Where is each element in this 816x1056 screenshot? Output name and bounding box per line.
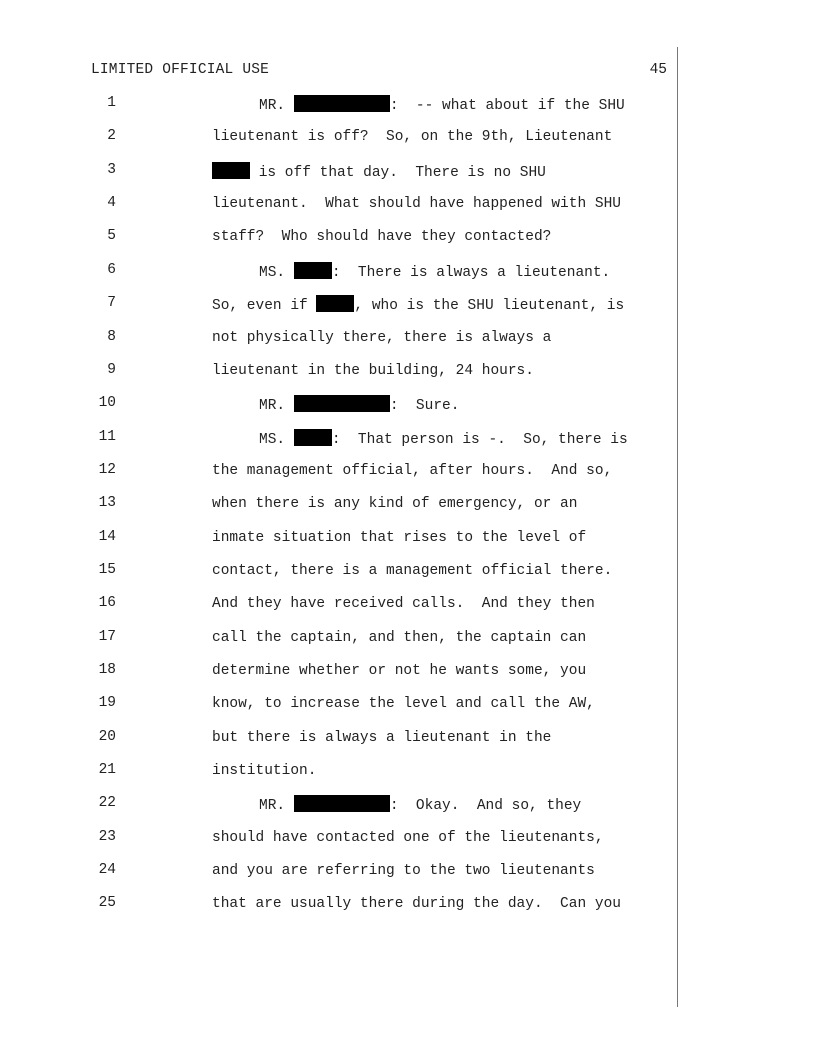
line-number: 21 <box>98 762 116 778</box>
line-text <box>212 228 551 246</box>
redaction-block <box>294 795 390 812</box>
transcript-line <box>0 429 680 451</box>
transcript-line <box>0 895 680 917</box>
line-number: 16 <box>98 595 116 612</box>
line-number: 17 <box>98 628 116 645</box>
line-number: 19 <box>98 695 116 712</box>
line-text <box>259 262 610 282</box>
line-number: 22 <box>98 795 116 812</box>
text-segment: MS. <box>259 264 294 281</box>
text-segment: MS. <box>259 431 294 448</box>
line-text <box>259 795 581 815</box>
text-segment: know, to increase the level and call the AW, <box>212 696 595 713</box>
redaction-block <box>294 429 332 446</box>
line-text <box>212 595 595 613</box>
page-number: 45 <box>649 62 667 78</box>
line-number: 14 <box>98 528 116 545</box>
line-number: 25 <box>98 895 116 912</box>
text-segment: the management official, after hours. And so, <box>212 462 613 479</box>
line-text <box>259 395 459 415</box>
text-segment: inmate situation that rises to the level of <box>212 529 587 546</box>
text-segment: : -- what about if the SHU <box>389 98 625 114</box>
line-number: 13 <box>98 495 116 512</box>
text-segment: MR. <box>259 398 294 415</box>
text-segment: that are usually there during the day. Can you <box>212 896 621 913</box>
transcript-line <box>0 595 680 617</box>
line-number: 7 <box>107 295 116 312</box>
transcript-line <box>0 162 680 184</box>
redaction-block <box>294 262 332 279</box>
line-number: 18 <box>98 662 116 678</box>
line-text <box>212 529 586 547</box>
text-segment: and you are referring to the two lieutenants <box>212 863 595 880</box>
transcript-line <box>0 862 680 884</box>
line-text <box>212 829 604 847</box>
line-text <box>212 362 534 380</box>
line-number: 20 <box>98 728 116 745</box>
redaction-block <box>316 295 354 312</box>
redaction-block <box>294 95 390 112</box>
text-segment: MR. <box>259 798 294 815</box>
text-segment: should have contacted one of the lieutenants, <box>212 829 604 846</box>
line-number: 15 <box>98 561 116 578</box>
transcript-line <box>0 462 680 484</box>
line-text <box>259 429 628 449</box>
transcript-line <box>0 395 680 417</box>
line-text <box>212 862 595 880</box>
transcript-line <box>0 562 680 584</box>
transcript-line <box>0 95 680 117</box>
line-text <box>212 462 612 480</box>
text-segment: : There is always a lieutenant. <box>331 264 611 281</box>
transcript-line <box>0 695 680 717</box>
line-text <box>212 162 546 182</box>
text-segment: determine whether or not he wants some, you <box>212 663 587 679</box>
line-number: 9 <box>107 361 116 378</box>
text-segment: And they have received calls. And they then <box>212 596 595 613</box>
text-segment: So, even if <box>212 298 317 315</box>
transcript-line <box>0 495 680 517</box>
line-text <box>212 195 621 213</box>
transcript-line <box>0 228 680 250</box>
transcript-line <box>0 829 680 851</box>
line-text <box>212 762 316 780</box>
redaction-block <box>212 162 250 179</box>
line-text <box>212 729 551 747</box>
line-number: 5 <box>107 228 116 245</box>
line-text <box>212 562 612 580</box>
transcript-line <box>0 295 680 317</box>
text-segment: institution. <box>212 763 317 779</box>
line-number: 3 <box>107 161 116 178</box>
line-number: 23 <box>98 828 116 845</box>
text-segment: lieutenant is off? So, on the 9th, Lieutenant <box>212 129 613 146</box>
line-text <box>212 295 624 315</box>
line-text <box>212 329 551 347</box>
text-segment: but there is always a lieutenant in the <box>212 729 552 746</box>
line-text <box>212 128 612 146</box>
line-number: 6 <box>107 261 116 278</box>
redaction-block <box>294 395 390 412</box>
line-text <box>212 495 577 513</box>
transcript-line <box>0 762 680 784</box>
line-number: 24 <box>98 862 116 879</box>
line-number: 4 <box>107 195 116 212</box>
line-text <box>212 695 595 713</box>
text-segment: MR. <box>259 98 294 114</box>
transcript-line <box>0 362 680 384</box>
line-number: 12 <box>98 461 116 478</box>
text-segment: call the captain, and then, the captain can <box>212 629 587 646</box>
line-number: 2 <box>107 128 116 145</box>
line-number: 1 <box>107 95 116 111</box>
transcript-line <box>0 629 680 651</box>
line-text <box>212 629 586 647</box>
transcript-line <box>0 128 680 150</box>
transcript-line <box>0 195 680 217</box>
transcript-line <box>0 262 680 284</box>
text-segment: contact, there is a management official there. <box>212 562 613 579</box>
text-segment: : Okay. And so, they <box>389 798 582 815</box>
transcript-line <box>0 529 680 551</box>
text-segment: : That person is -. So, there is <box>331 431 628 448</box>
line-number: 8 <box>107 328 116 345</box>
line-text <box>212 662 586 680</box>
transcript-line <box>0 729 680 751</box>
text-segment: is off that day. There is no SHU <box>250 164 546 181</box>
line-number: 10 <box>98 395 116 412</box>
text-segment: lieutenant in the building, 24 hours. <box>212 362 534 379</box>
text-segment: : Sure. <box>389 398 460 415</box>
text-segment: staff? Who should have they contacted? <box>212 229 552 246</box>
classification-header: LIMITED OFFICIAL USE <box>91 62 270 78</box>
text-segment: when there is any kind of emergency, or an <box>212 496 578 513</box>
transcript-line <box>0 662 680 684</box>
text-segment: not physically there, there is always a <box>212 329 552 346</box>
line-text <box>259 95 625 115</box>
text-segment: , who is the SHU lieutenant, is <box>354 298 625 315</box>
transcript-line <box>0 329 680 351</box>
transcript-line <box>0 795 680 817</box>
text-segment: lieutenant. What should have happened with SHU <box>212 196 621 213</box>
line-text <box>212 895 621 913</box>
line-number: 11 <box>98 428 116 445</box>
